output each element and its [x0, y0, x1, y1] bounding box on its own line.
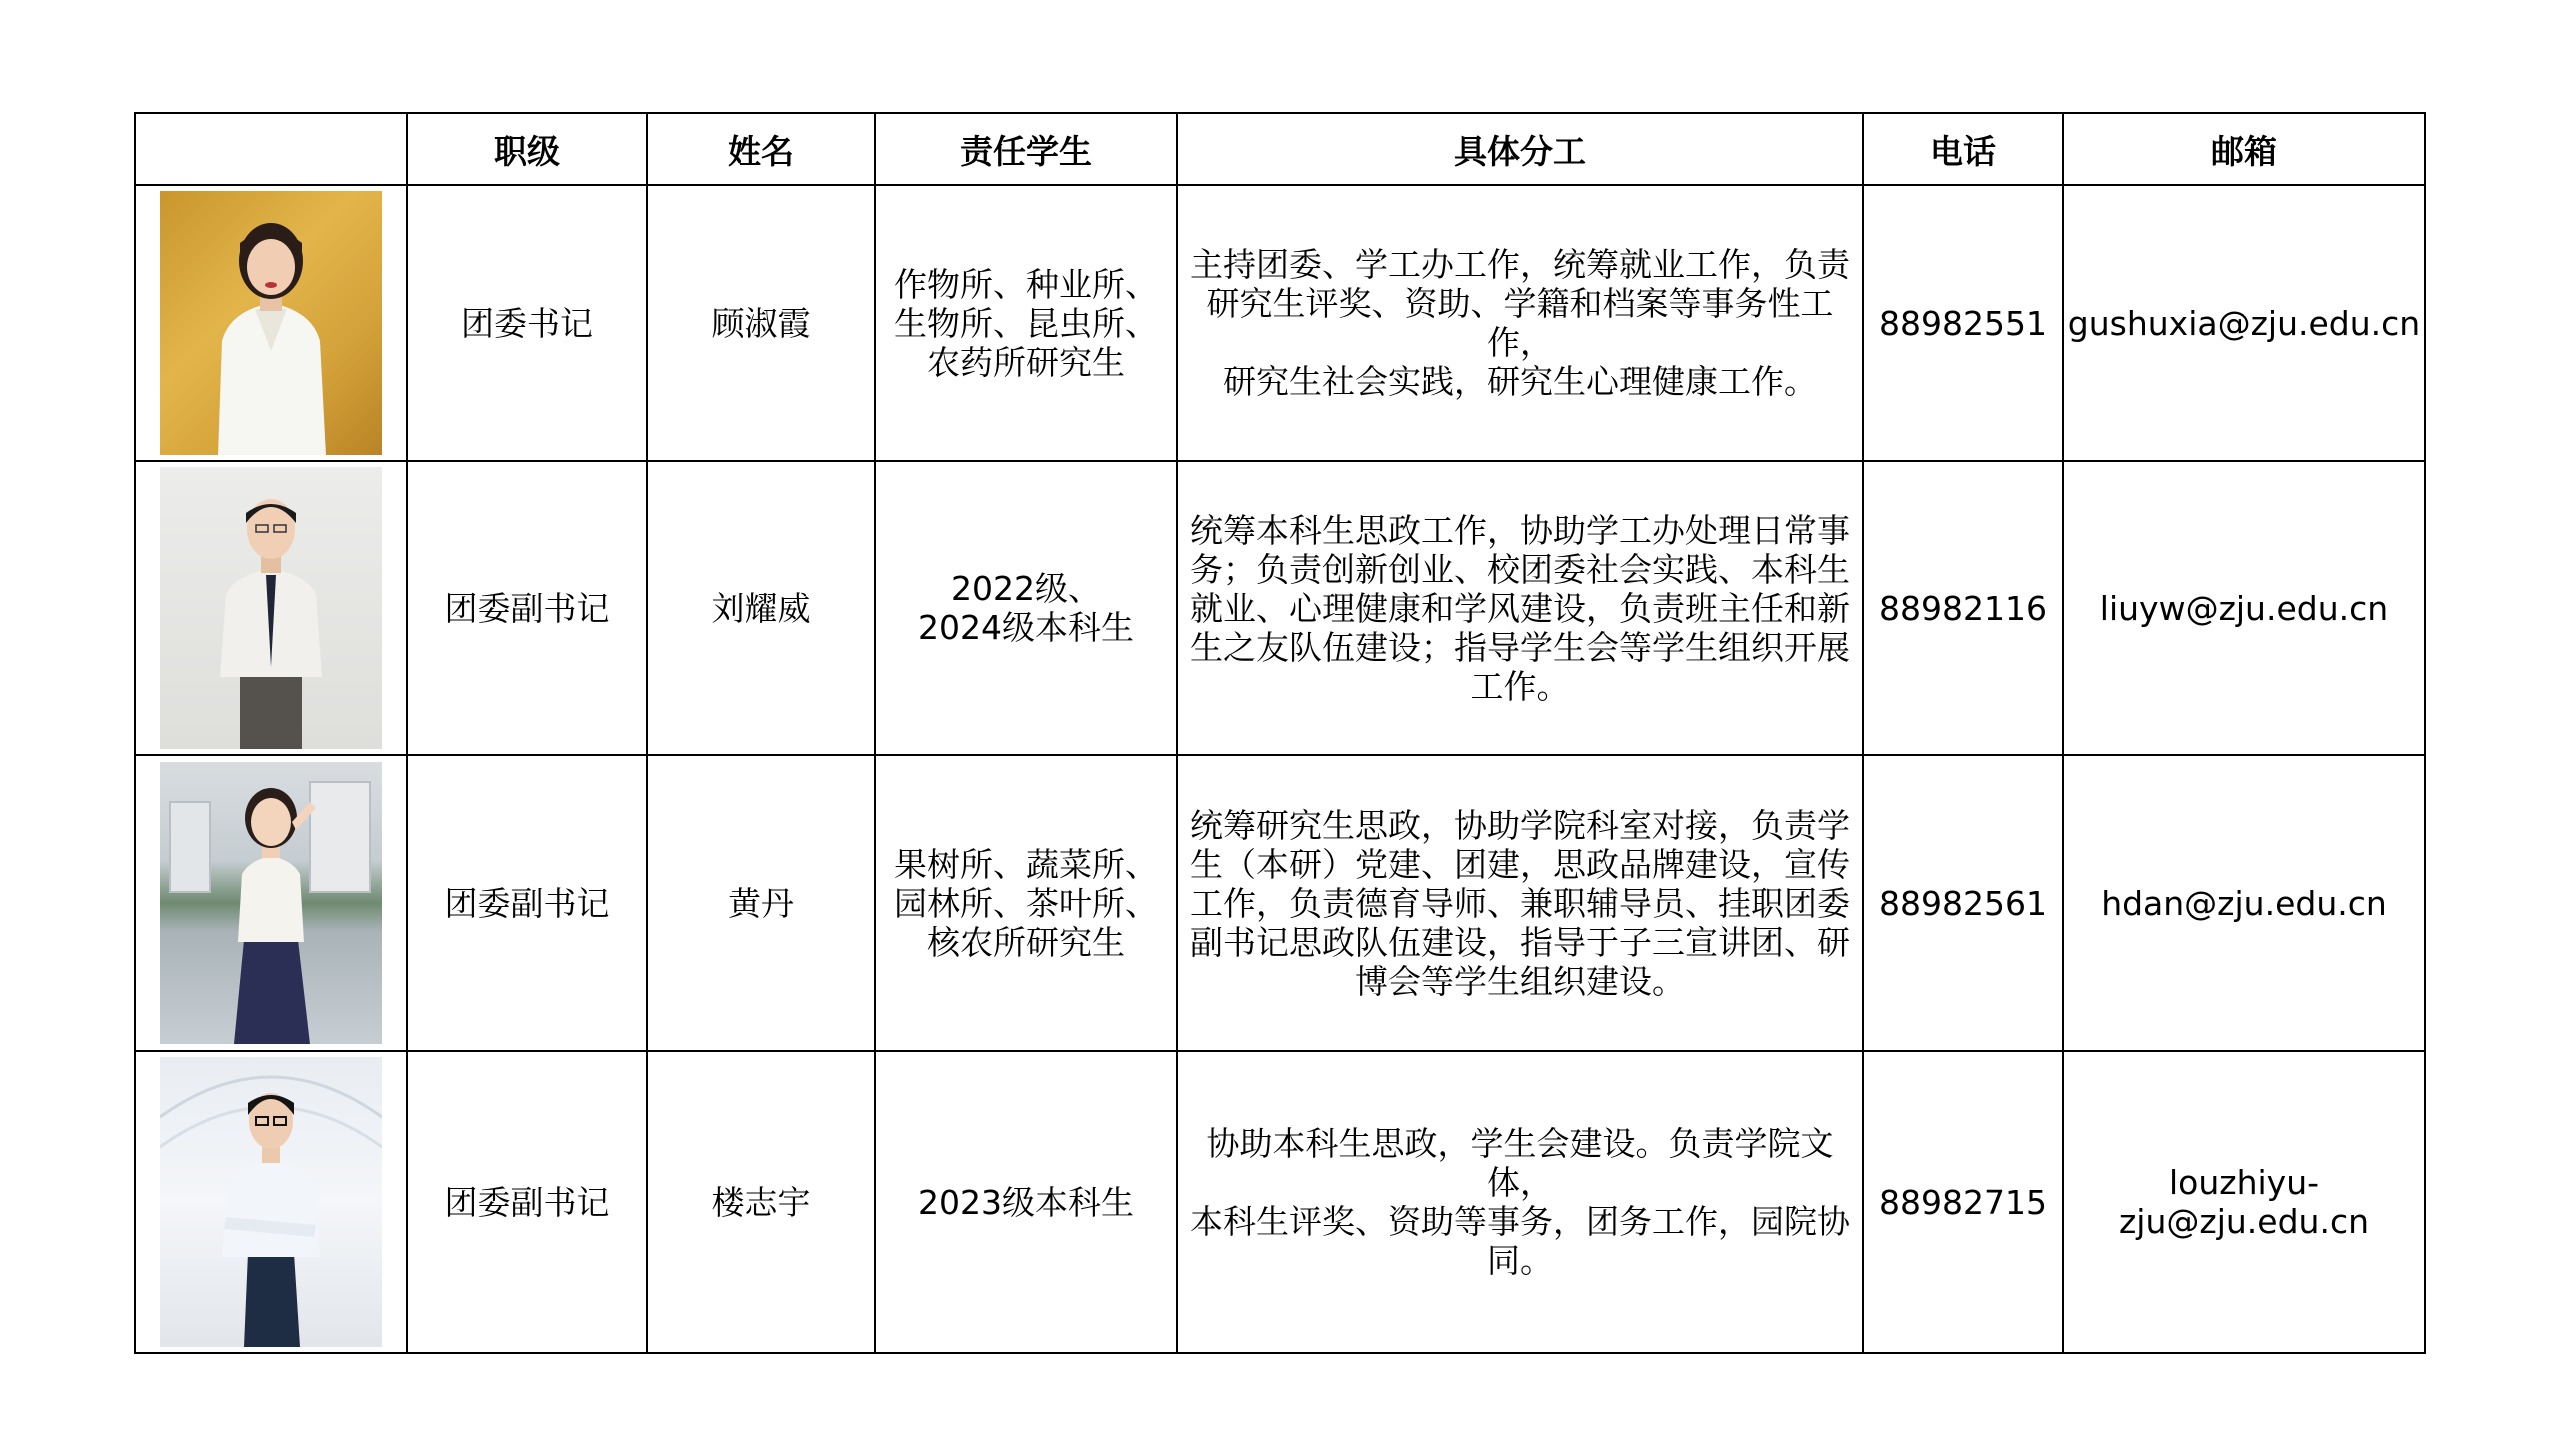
portrait-figure [160, 191, 382, 455]
portrait-figure [160, 467, 382, 749]
duty-line: 副书记思政队伍建设，指导于子三宣讲团、研 [1190, 922, 1850, 962]
portrait-photo [160, 1057, 382, 1347]
portrait-photo [160, 762, 382, 1044]
duty-line: 工作，负责德育导师、兼职辅导员、挂职团委 [1190, 883, 1850, 923]
students-line: 2023级本科生 [918, 1182, 1134, 1222]
rank-cell: 团委副书记 [407, 755, 647, 1051]
duty-line: 主持团委、学工办工作，统筹就业工作，负责 [1190, 245, 1850, 284]
header-duty: 具体分工 [1177, 113, 1863, 185]
students-line: 核农所研究生 [927, 922, 1125, 962]
duty-line: 协助本科生思政，学生会建设。负责学院文体， [1206, 1124, 1834, 1202]
duty-cell [1177, 185, 1863, 461]
students-line: 2022级、 [951, 569, 1101, 608]
phone-cell: 88982561 [1863, 755, 2063, 1051]
students-line: 作物所、种业所、 [894, 264, 1158, 304]
portrait-photo [160, 467, 382, 749]
header-phone: 电话 [1863, 113, 2063, 185]
header-students: 责任学生 [875, 113, 1177, 185]
header-rank: 职级 [407, 113, 647, 185]
students-line: 2024级本科生 [918, 608, 1134, 647]
students-line: 果树所、蔬菜所、 [894, 844, 1158, 884]
header-email: 邮箱 [2063, 113, 2425, 185]
phone-cell: 88982715 [1863, 1051, 2063, 1353]
students-cell [875, 185, 1177, 461]
header-name: 姓名 [647, 113, 875, 185]
table-row [135, 755, 2425, 1051]
name-cell: 顾淑霞 [647, 185, 875, 461]
portrait-figure [160, 762, 382, 1044]
duty-line: 研究生评奖、资助、学籍和档案等事务性工作， [1206, 284, 1834, 362]
rank-cell: 团委副书记 [407, 461, 647, 755]
rank-cell: 团委副书记 [407, 1051, 647, 1353]
table-row [135, 185, 2425, 461]
phone-cell: 88982116 [1863, 461, 2063, 755]
email-line: hdan@zju.edu.cn [2101, 883, 2387, 923]
duty-cell [1177, 1051, 1863, 1353]
name-cell: 楼志宇 [647, 1051, 875, 1353]
duty-line: 务；负责创新创业、校团委社会实践、本科生 [1190, 549, 1850, 589]
duty-line: 就业、心理健康和学风建设，负责班主任和新 [1190, 588, 1850, 628]
students-line: 生物所、昆虫所、 [894, 303, 1158, 343]
duty-line: 生之友队伍建设；指导学生会等学生组织开展 [1190, 627, 1850, 667]
rank-cell: 团委书记 [407, 185, 647, 461]
duty-line: 统筹研究生思政，协助学院科室对接，负责学 [1190, 805, 1850, 845]
portrait-figure [160, 1057, 382, 1347]
photo-cell [135, 185, 407, 461]
duty-line: 博会等学生组织建设。 [1355, 961, 1685, 1001]
duty-cell [1177, 461, 1863, 755]
name-cell: 黄丹 [647, 755, 875, 1051]
portrait-photo [160, 191, 382, 455]
table-row [135, 461, 2425, 755]
name-cell: 刘耀威 [647, 461, 875, 755]
table-row [135, 1051, 2425, 1353]
duty-line: 生（本研）党建、团建，思政品牌建设，宣传 [1190, 844, 1850, 884]
email-line: gushuxia@zju.edu.cn [2067, 303, 2421, 343]
students-cell [875, 461, 1177, 755]
email-cell [2063, 1051, 2425, 1353]
students-line: 农药所研究生 [927, 342, 1125, 382]
photo-cell [135, 461, 407, 755]
students-cell [875, 1051, 1177, 1353]
students-line: 园林所、茶叶所、 [894, 883, 1158, 923]
duty-line: 本科生评奖、资助等事务，团务工作，园院协 [1190, 1202, 1850, 1241]
photo-cell [135, 755, 407, 1051]
duty-line: 工作。 [1470, 666, 1570, 706]
email-cell [2063, 461, 2425, 755]
duty-line: 同。 [1487, 1241, 1553, 1280]
duty-line: 研究生社会实践，研究生心理健康工作。 [1223, 362, 1817, 401]
students-cell [875, 755, 1177, 1051]
staff-table [134, 112, 2426, 1354]
photo-cell [135, 1051, 407, 1353]
email-cell [2063, 755, 2425, 1051]
duty-line: 统筹本科生思政工作，协助学工办处理日常事 [1190, 510, 1850, 550]
duty-cell [1177, 755, 1863, 1051]
email-cell [2063, 185, 2425, 461]
email-line: liuyw@zju.edu.cn [2099, 588, 2389, 628]
email-line: zju@zju.edu.cn [2118, 1202, 2369, 1241]
email-line: louzhiyu- [2168, 1163, 2320, 1202]
header-photo [135, 113, 407, 185]
phone-cell: 88982551 [1863, 185, 2063, 461]
header-row [135, 113, 2425, 185]
